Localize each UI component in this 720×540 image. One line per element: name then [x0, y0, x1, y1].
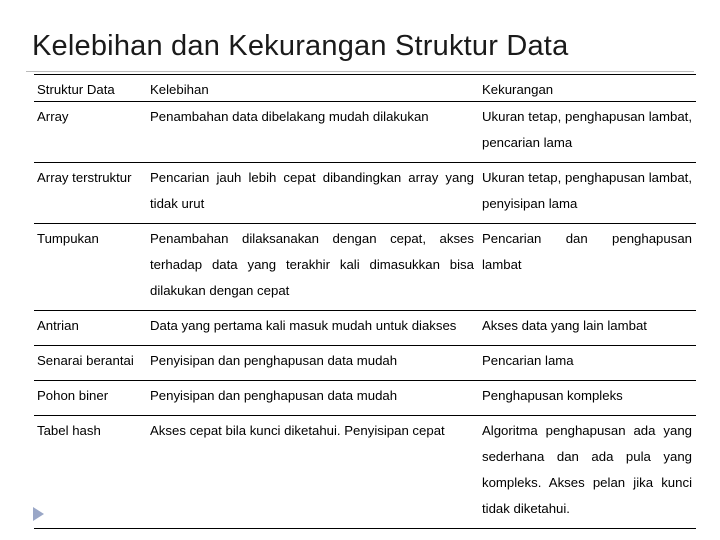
- cell-kekurangan: Ukuran tetap, penghapusan lambat, penyisipan lama: [478, 163, 696, 224]
- cell-struktur: Senarai berantai: [34, 346, 146, 381]
- cell-kelebihan: Penyisipan dan penghapusan data mudah: [146, 346, 478, 381]
- table-row: [34, 381, 696, 416]
- cell-kelebihan: Penambahan data dibelakang mudah dilakukan: [146, 102, 478, 163]
- slide-title: Kelebihan dan Kekurangan Struktur Data: [32, 30, 569, 62]
- table-row: [34, 346, 696, 381]
- table-row: [34, 224, 696, 311]
- cell-struktur: Pohon biner: [34, 381, 146, 416]
- title-divider: [26, 71, 694, 72]
- cell-struktur: Antrian: [34, 311, 146, 346]
- cell-kekurangan: Penghapusan kompleks: [478, 381, 696, 416]
- cell-kelebihan: Data yang pertama kali masuk mudah untuk diakses: [146, 311, 478, 346]
- header-kekurangan: Kekurangan: [478, 75, 696, 102]
- table-row: [34, 311, 696, 346]
- table-row: [34, 416, 696, 529]
- table-row: [34, 163, 696, 224]
- cell-kekurangan: Akses data yang lain lambat: [478, 311, 696, 346]
- cell-kekurangan: Ukuran tetap, penghapusan lambat, pencarian lama: [478, 102, 696, 163]
- cell-struktur: Tumpukan: [34, 224, 146, 311]
- cell-kelebihan: Penyisipan dan penghapusan data mudah: [146, 381, 478, 416]
- cell-kelebihan: Akses cepat bila kunci diketahui. Penyisipan cepat: [146, 416, 478, 529]
- cell-kekurangan: Algoritma penghapusan ada yang sederhana dan ada pula yang kompleks. Akses pelan jika kunci tidak diketahui.: [478, 416, 696, 529]
- cell-kekurangan: Pencarian lama: [478, 346, 696, 381]
- header-struktur-data: Struktur Data: [34, 75, 146, 102]
- comparison-table: [34, 74, 696, 529]
- header-kelebihan: Kelebihan: [146, 75, 478, 102]
- table-header-row: [34, 75, 696, 102]
- triangle-right-icon[interactable]: [33, 507, 44, 521]
- cell-struktur: Array terstruktur: [34, 163, 146, 224]
- table-row: [34, 102, 696, 163]
- cell-kelebihan: Penambahan dilaksanakan dengan cepat, akses terhadap data yang terakhir kali dimasukkan bisa dilakukan dengan cepat: [146, 224, 478, 311]
- cell-kelebihan: Pencarian jauh lebih cepat dibandingkan array yang tidak urut: [146, 163, 478, 224]
- cell-struktur: Tabel hash: [34, 416, 146, 529]
- cell-kekurangan: Pencarian dan penghapusan lambat: [478, 224, 696, 311]
- cell-struktur: Array: [34, 102, 146, 163]
